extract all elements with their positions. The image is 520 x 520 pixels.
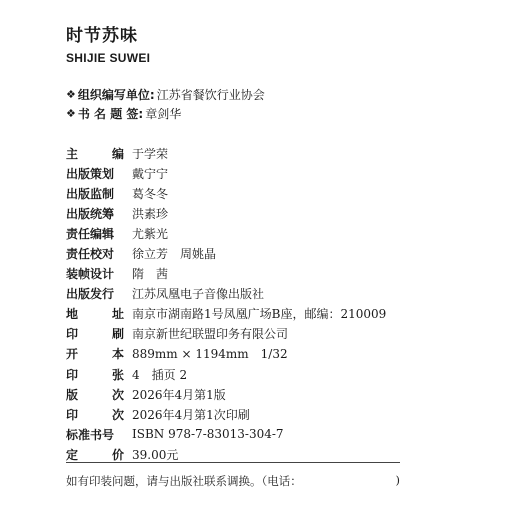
diamond-bullet-icon: ❖ [66,106,76,120]
info-value: 江苏凤凰电子音像出版社 [132,287,265,302]
info-label: 印 次 [66,407,124,422]
footer-divider [66,462,400,463]
info-label: 出版监制 [66,186,115,201]
info-value: 戴宁宁 [132,166,169,181]
book-title: 时节苏味 [66,26,138,46]
info-value: 889mm × 1194mm 1/32 [132,347,288,362]
info-row-editor [66,223,386,243]
credit-organizer [66,84,265,104]
info-value: 4 插页 2 [132,367,188,382]
footer-note [66,473,400,489]
info-value: 于学荣 [132,146,169,161]
credit-value: 章剑华 [145,106,182,121]
info-label: 版 次 [66,387,124,402]
info-row-chief-editor [66,143,386,163]
credit-value: 江苏省餐饮行业协会 [156,87,265,102]
info-value: 隋 茜 [132,267,169,282]
credit-label: 书 名 题 签: [77,106,144,121]
credit-label: 组织编写单位: [77,87,155,102]
info-row-edition [66,384,386,404]
info-label: 出版发行 [66,287,115,302]
info-label: 出版策划 [66,166,115,181]
footer-note-close: ) [395,473,400,487]
info-value: 2026年4月第1版 [132,387,226,402]
info-row-publisher [66,284,386,304]
info-label: 定 价 [66,447,124,462]
info-value: 徐立芳 周姚晶 [132,247,217,262]
book-title-pinyin: SHIJIE SUWEI [66,51,151,65]
info-value: 2026年4月第1次印刷 [132,407,250,422]
info-value: ISBN 978-7-83013-304-7 [132,427,284,442]
info-value: 葛冬冬 [132,186,169,201]
info-value: 39.00元 [132,447,179,462]
diamond-bullet-icon: ❖ [66,87,76,101]
info-label: 印 张 [66,367,124,382]
info-label: 标准书号 [66,427,115,442]
info-value: 尤紫光 [132,226,169,241]
info-label: 责任编辑 [66,226,115,241]
info-label: 装帧设计 [66,267,115,282]
info-value: 洪素珍 [132,206,169,221]
info-row-isbn [66,424,386,444]
info-value: 南京市湖南路1号凤凰广场B座，邮编：210009 [132,307,387,322]
info-row-coordination [66,203,386,223]
info-row-address [66,304,386,324]
publication-info-table [66,143,386,465]
info-value: 南京新世纪联盟印务有限公司 [132,327,289,342]
info-row-printing [66,324,386,344]
info-label: 印 刷 [66,327,124,342]
info-row-impression [66,404,386,424]
info-label: 出版统筹 [66,206,115,221]
footer-note-text: 如有印装问题，请与出版社联系调换。（电话： [66,474,302,488]
info-row-sheets [66,364,386,384]
info-row-supervision [66,183,386,203]
info-row-proofreading [66,243,386,263]
credit-calligraphy [66,103,181,123]
info-label: 主 编 [66,146,124,161]
info-row-design [66,264,386,284]
info-row-planning [66,163,386,183]
info-label: 责任校对 [66,247,115,262]
info-row-format [66,344,386,364]
info-label: 地 址 [66,307,124,322]
info-label: 开 本 [66,347,124,362]
